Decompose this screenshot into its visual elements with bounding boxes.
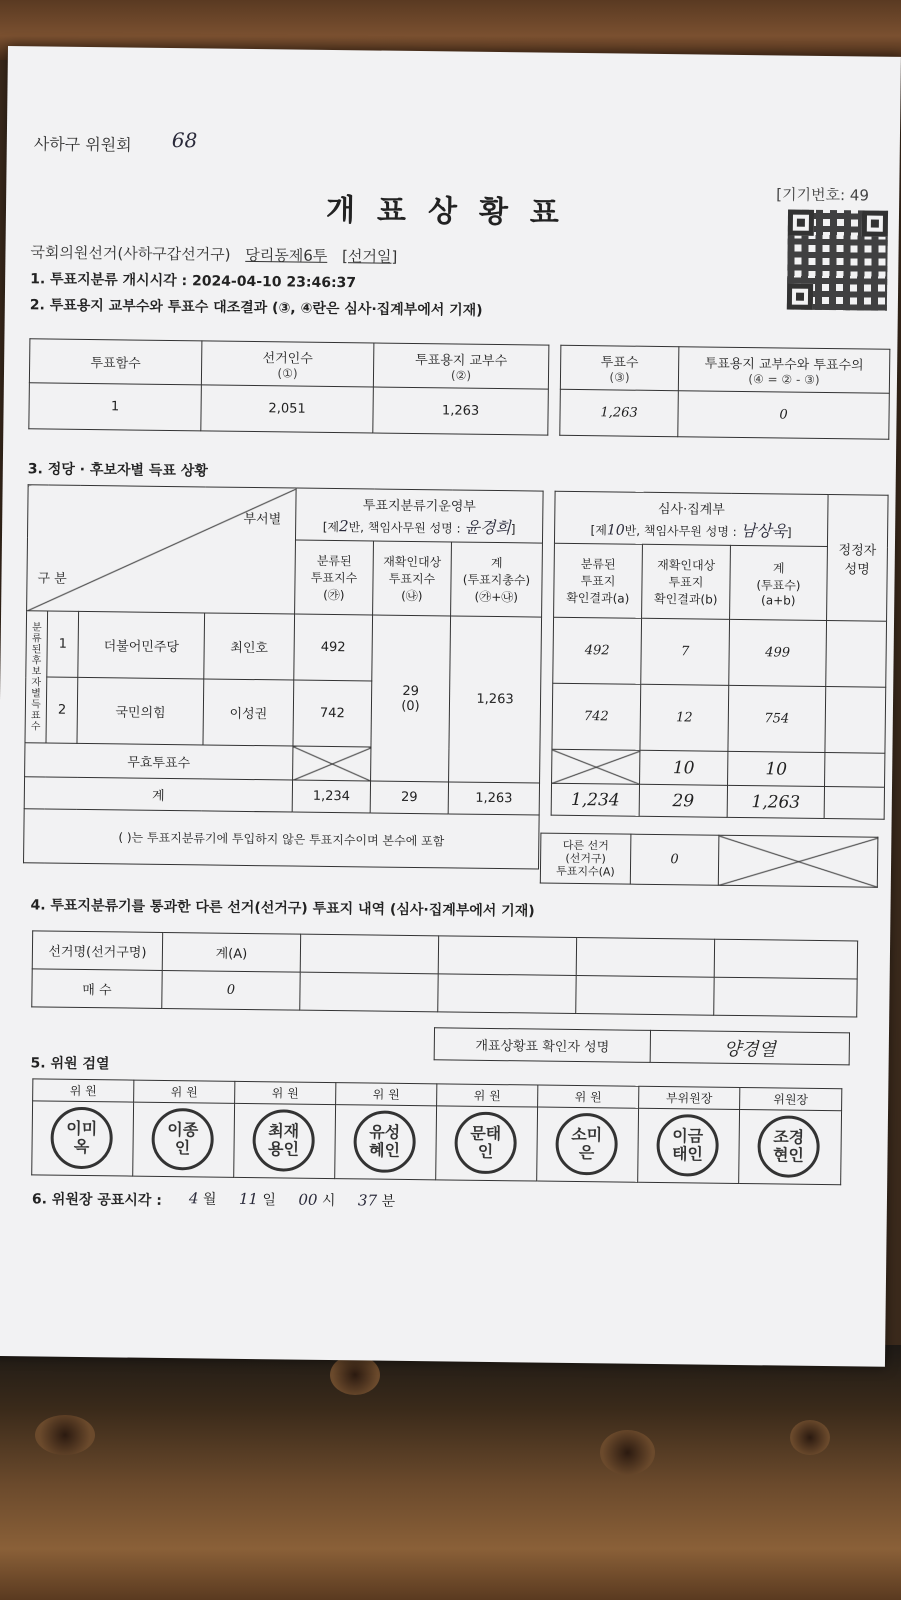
vote-count-table [559, 345, 890, 440]
section5-heading: 5. 위원 검열 [30, 1055, 110, 1073]
ballot-box-value: 1 [29, 383, 202, 431]
sum-total: 1,263 [448, 782, 539, 815]
sort-start-time: 1. 투표지분류 개시시각 : 2024-04-10 23:46:37 [30, 271, 357, 292]
candidate-2-party: 국민의힘 [77, 677, 203, 745]
role-label: 위원장 [740, 1088, 842, 1111]
candidate-2-name: 이성권 [203, 679, 294, 746]
committee-name: 사하구 위원회 [33, 134, 132, 155]
seal-cell [133, 1102, 235, 1177]
seal-cell [436, 1106, 538, 1181]
role-label: 부위원장 [639, 1086, 740, 1109]
ballot-issue-table [28, 338, 549, 435]
confirmer-label: 개표상황표 확인자 성명 [434, 1028, 650, 1063]
blank-cell [714, 939, 857, 979]
candidate-2-no: 2 [46, 677, 78, 743]
other-value: 0 [630, 834, 719, 885]
candidate-2-ab: 754 [728, 685, 826, 752]
total-merged: 1,263 [449, 616, 542, 783]
col-total: 계 (투표지총수) (㉮+㉯) [451, 542, 543, 617]
other-ballot-table [31, 930, 858, 1017]
seal-stamp: 이종 인 [151, 1108, 214, 1171]
device-number-label: [기기번호: 49 [776, 185, 870, 205]
col-classified: 분류된 투표지수 (㉮) [295, 540, 374, 615]
election-name: 국회의원선거(사하구갑선거구) [30, 243, 231, 264]
page-title: 개표상황표 [325, 192, 582, 232]
inspection-table [31, 1078, 842, 1185]
note-text: ( )는 투표지분류기에 투입하지 않은 투표지수이며 본수에 포함 [24, 809, 540, 869]
seal-cell [32, 1101, 134, 1176]
announce-month: 4 [188, 1189, 199, 1208]
qr-code-icon [787, 210, 888, 311]
role-label: 위 원 [235, 1081, 336, 1104]
sum-ab: 1,263 [727, 785, 824, 818]
col-votes: 투표수 (③) [560, 345, 679, 390]
seal-cell [335, 1105, 437, 1180]
seal-cell [537, 1107, 639, 1182]
candidate-2-classified: 742 [293, 680, 372, 747]
role-label: 위 원 [437, 1084, 538, 1107]
classifier-result-table [23, 484, 544, 869]
other-label: 다른 선거 (선거구) 투표지수(A) [540, 833, 631, 884]
col-electors: 선거인수 (①) [201, 341, 374, 387]
seal-cell [739, 1110, 842, 1185]
audit-result-table [551, 491, 889, 820]
seal-cell [234, 1103, 336, 1178]
district-name: 당리동제6투 [245, 245, 328, 265]
seal-stamp: 이미 옥 [50, 1107, 113, 1170]
seal-cell [638, 1108, 740, 1183]
electors-value: 2,051 [201, 385, 374, 433]
announce-minute: 37 [357, 1191, 378, 1210]
candidate-1-classified: 492 [294, 614, 373, 681]
count-value: 0 [162, 970, 300, 1010]
votes-value: 1,263 [560, 389, 679, 436]
sum-sign [824, 787, 884, 820]
blank-cell [438, 974, 576, 1014]
blank-cell [438, 936, 576, 976]
candidate-2-b: 12 [640, 684, 729, 751]
seal-stamp: 소미 은 [555, 1113, 618, 1176]
candidate-1-no: 1 [47, 611, 79, 677]
candidate-1-party: 더불어민주당 [78, 611, 204, 679]
role-label: 위 원 [538, 1085, 639, 1108]
day-type: [선거일] [341, 247, 398, 266]
section2-heading: 2. 투표용지 교부수와 투표수 대조결과 (③, ④란은 심사·집계부에서 기재) [29, 297, 483, 319]
col-issued: 투표용지 교부수 (②) [373, 343, 549, 389]
other-blank [718, 835, 878, 887]
election-name-label: 선거명(선거구명) [32, 931, 162, 971]
blank-cell [300, 972, 438, 1012]
seal-stamp: 최재 용인 [252, 1109, 315, 1172]
invalid-label: 무효투표수 [25, 743, 293, 780]
announce-time: 4 월 11 일 00 시 37 분 [188, 1189, 396, 1210]
op-dept-header: 투표지분류기운영부 [제2반, 책임사무원 성명 : 윤경희] [295, 488, 543, 543]
sum-label: 계 [24, 777, 292, 812]
election-info [30, 241, 397, 266]
col-a: 분류된 투표지 확인결과(a) [554, 543, 643, 618]
recheck-merged: 29 (0) [371, 615, 451, 782]
confirmer-table [434, 1027, 850, 1065]
candidate-1-name: 최인호 [204, 613, 295, 680]
sum-classified: 1,234 [292, 780, 370, 813]
section4-heading: 4. 투표지분류기를 통과한 다른 선거(선거구) 투표지 내역 (심사·집계부에서 기재) [30, 897, 535, 920]
candidate-1-b: 7 [641, 618, 730, 685]
blank-cell [714, 977, 857, 1017]
invalid-ab: 10 [728, 751, 825, 786]
candidate-1-sign [826, 621, 887, 688]
candidate-2-sign [825, 687, 886, 754]
category-label: 구 분 [37, 571, 67, 587]
invalid-sign [825, 753, 885, 788]
sum-b: 29 [639, 784, 727, 817]
candidate-1-ab: 499 [729, 619, 827, 686]
col-correction-sign: 정정자 성명 [827, 495, 889, 622]
committee-number: 68 [171, 128, 198, 153]
col-recheck: 재확인대상 투표지수 (㉯) [373, 541, 452, 616]
audit-dept-header: 심사·집계부 [제10반, 책임사무원 성명 : 남상욱] [554, 491, 828, 546]
section6-heading: 6. 위원장 공표시각 : [31, 1191, 162, 1209]
invalid-classified-blank [293, 746, 371, 781]
blank-cell [300, 934, 438, 974]
blank-cell [576, 976, 714, 1016]
seal-stamp: 이금 태인 [656, 1114, 719, 1177]
col-b: 재확인대상 투표지 확인결과(b) [642, 544, 731, 619]
sum-a: 1,234 [551, 783, 639, 816]
confirmer-signature: 양경열 [650, 1030, 849, 1064]
col-diff: 투표용지 교부수와 투표수의 (④ = ② - ③) [678, 347, 890, 394]
section3-heading: 3. 정당 · 후보자별 득표 상황 [27, 461, 208, 480]
wood-surface-bottom [0, 1345, 901, 1600]
invalid-a-blank [552, 749, 640, 784]
sum-a-label: 계(A) [162, 932, 300, 972]
announce-day: 11 [238, 1189, 259, 1209]
count-label: 매 수 [32, 969, 162, 1009]
vote-count-sheet [0, 46, 901, 1367]
col-ab: 계 (투표수) (a+b) [730, 545, 828, 620]
seal-stamp: 유성 혜인 [353, 1110, 416, 1173]
blank-cell [576, 938, 714, 978]
invalid-b: 10 [640, 750, 728, 785]
role-label: 위 원 [134, 1080, 235, 1103]
seal-stamp: 문태 인 [454, 1112, 517, 1175]
col-ballot-box: 투표함수 [29, 339, 202, 385]
side-label: 분류된후보자별득표수 [25, 611, 48, 743]
diff-value: 0 [678, 391, 890, 440]
dept-label: 부서별 [243, 511, 282, 528]
sum-recheck: 29 [370, 781, 448, 814]
issued-value: 1,263 [373, 387, 549, 435]
role-label: 위 원 [33, 1079, 134, 1102]
role-label: 위 원 [336, 1083, 437, 1106]
category-header [27, 485, 297, 614]
announce-hour: 00 [298, 1190, 318, 1209]
candidate-2-a: 742 [552, 683, 641, 750]
other-election-table [540, 833, 879, 888]
candidate-1-a: 492 [553, 617, 642, 684]
seal-stamp: 조경 현인 [757, 1115, 820, 1178]
